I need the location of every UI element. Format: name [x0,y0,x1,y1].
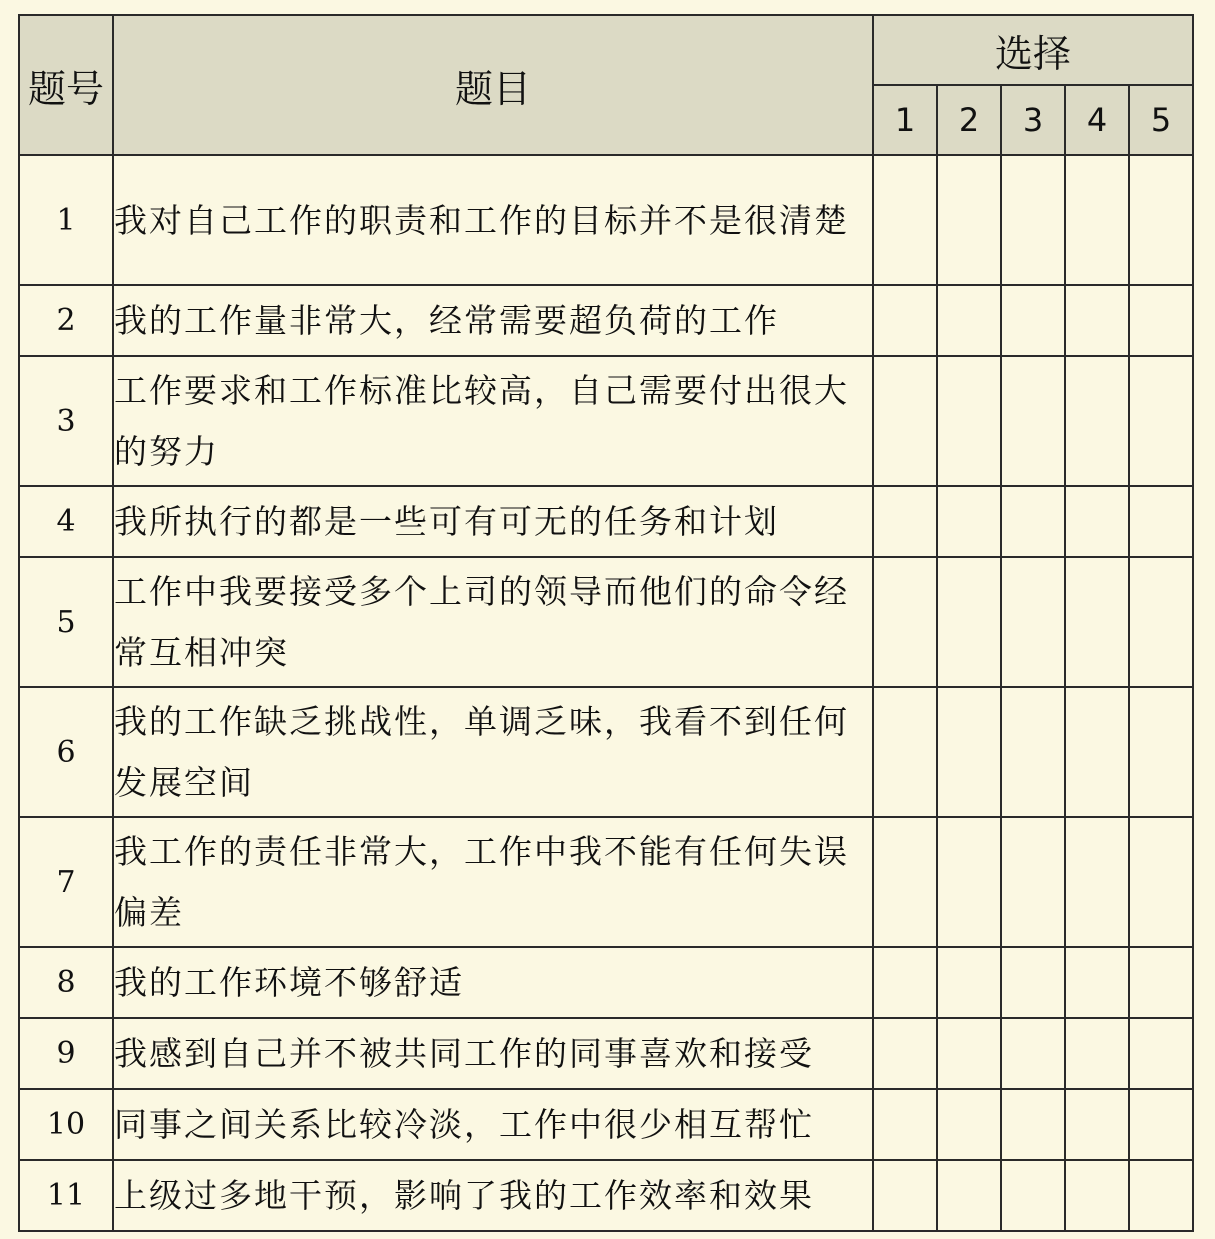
question-number: 9 [19,1018,113,1089]
option-cell-2[interactable] [937,1089,1001,1160]
option-cell-5[interactable] [1129,947,1193,1018]
table-header [19,15,1193,155]
table-row [19,486,1193,557]
stress-survey-table [18,14,1194,1232]
question-number: 8 [19,947,113,1018]
option-cell-2[interactable] [937,687,1001,817]
question-text: 工作中我要接受多个上司的领导而他们的命令经常互相冲突 [113,557,873,687]
question-text: 我工作的责任非常大，工作中我不能有任何失误偏差 [113,817,873,947]
option-cell-4[interactable] [1065,817,1129,947]
option-cell-5[interactable] [1129,817,1193,947]
question-number: 1 [19,155,113,285]
table-row [19,285,1193,356]
option-cell-2[interactable] [937,947,1001,1018]
option-cell-1[interactable] [873,285,937,356]
question-text: 我感到自己并不被共同工作的同事喜欢和接受 [113,1018,873,1089]
option-cell-4[interactable] [1065,947,1129,1018]
header-option-3: 3 [1001,85,1065,155]
option-cell-3[interactable] [1001,1018,1065,1089]
question-number: 10 [19,1089,113,1160]
table-row [19,947,1193,1018]
option-cell-2[interactable] [937,486,1001,557]
table-row [19,1089,1193,1160]
option-cell-2[interactable] [937,557,1001,687]
table-row [19,155,1193,285]
question-text: 我的工作量非常大，经常需要超负荷的工作 [113,285,873,356]
question-number: 11 [19,1160,113,1231]
option-cell-5[interactable] [1129,1018,1193,1089]
option-cell-3[interactable] [1001,1089,1065,1160]
question-number: 2 [19,285,113,356]
option-cell-3[interactable] [1001,486,1065,557]
option-cell-1[interactable] [873,1018,937,1089]
option-cell-3[interactable] [1001,285,1065,356]
option-cell-3[interactable] [1001,947,1065,1018]
option-cell-1[interactable] [873,486,937,557]
question-text: 我的工作缺乏挑战性，单调乏味，我看不到任何发展空间 [113,687,873,817]
option-cell-2[interactable] [937,155,1001,285]
option-cell-5[interactable] [1129,356,1193,486]
question-text: 同事之间关系比较冷淡，工作中很少相互帮忙 [113,1089,873,1160]
table-row [19,557,1193,687]
option-cell-4[interactable] [1065,285,1129,356]
header-option-4: 4 [1065,85,1129,155]
question-text: 上级过多地干预，影响了我的工作效率和效果 [113,1160,873,1231]
question-text: 我所执行的都是一些可有可无的任务和计划 [113,486,873,557]
table-body [19,155,1193,1231]
header-question: 题目 [113,15,873,155]
option-cell-4[interactable] [1065,557,1129,687]
option-cell-1[interactable] [873,1089,937,1160]
question-text: 我对自己工作的职责和工作的目标并不是很清楚 [113,155,873,285]
option-cell-1[interactable] [873,1160,937,1231]
option-cell-1[interactable] [873,356,937,486]
question-number: 6 [19,687,113,817]
option-cell-3[interactable] [1001,155,1065,285]
option-cell-3[interactable] [1001,356,1065,486]
header-option-5: 5 [1129,85,1193,155]
table-row [19,687,1193,817]
option-cell-4[interactable] [1065,1018,1129,1089]
option-cell-2[interactable] [937,817,1001,947]
option-cell-3[interactable] [1001,687,1065,817]
option-cell-4[interactable] [1065,1089,1129,1160]
option-cell-2[interactable] [937,1018,1001,1089]
option-cell-1[interactable] [873,155,937,285]
option-cell-5[interactable] [1129,155,1193,285]
table-row [19,1018,1193,1089]
table-row [19,1160,1193,1231]
option-cell-1[interactable] [873,947,937,1018]
option-cell-4[interactable] [1065,155,1129,285]
question-number: 7 [19,817,113,947]
header-option-2: 2 [937,85,1001,155]
option-cell-5[interactable] [1129,557,1193,687]
option-cell-1[interactable] [873,557,937,687]
option-cell-5[interactable] [1129,1089,1193,1160]
option-cell-3[interactable] [1001,817,1065,947]
option-cell-3[interactable] [1001,557,1065,687]
question-number: 5 [19,557,113,687]
option-cell-5[interactable] [1129,1160,1193,1231]
option-cell-4[interactable] [1065,356,1129,486]
table-row [19,817,1193,947]
option-cell-5[interactable] [1129,486,1193,557]
question-number: 4 [19,486,113,557]
question-number: 3 [19,356,113,486]
option-cell-1[interactable] [873,817,937,947]
option-cell-4[interactable] [1065,687,1129,817]
header-option-1: 1 [873,85,937,155]
option-cell-1[interactable] [873,687,937,817]
option-cell-2[interactable] [937,285,1001,356]
header-choice: 选择 [873,15,1193,85]
option-cell-2[interactable] [937,1160,1001,1231]
question-text: 工作要求和工作标准比较高，自己需要付出很大的努力 [113,356,873,486]
table-row [19,356,1193,486]
option-cell-5[interactable] [1129,687,1193,817]
option-cell-5[interactable] [1129,285,1193,356]
option-cell-2[interactable] [937,356,1001,486]
option-cell-3[interactable] [1001,1160,1065,1231]
header-number: 题号 [19,15,113,155]
option-cell-4[interactable] [1065,1160,1129,1231]
question-text: 我的工作环境不够舒适 [113,947,873,1018]
option-cell-4[interactable] [1065,486,1129,557]
